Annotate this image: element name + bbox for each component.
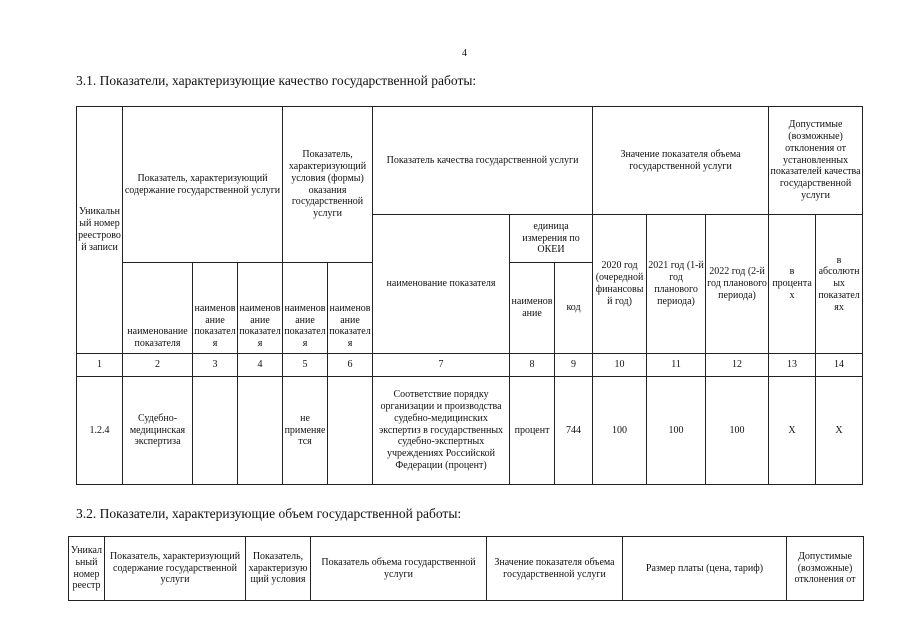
header-cond-col-1: наименование показателя [283,263,328,354]
row-value-2022: 100 [706,377,769,485]
header-fee: Размер платы (цена, тариф) [623,537,787,601]
column-number: 4 [238,354,283,377]
column-number: 5 [283,354,328,377]
header-deviation-absolute: в абсолютных показателях [816,215,863,354]
section-title-volume: 3.2. Показатели, характеризующие объем государственной работы: [76,506,462,521]
header-content-indicator: Показатель, характеризующий содержание государственной услуги [123,107,283,263]
header-content-col-1: наименование показателя [123,263,193,354]
column-number: 8 [510,354,555,377]
row-value-2021: 100 [647,377,706,485]
header-volume-value: Значение показателя объема государственной услуги [487,537,623,601]
column-number: 12 [706,354,769,377]
header-deviations: Допустимые (возможные) отклонения от установленных показателей качества государственной услуги [769,107,863,215]
section-title-quality: 3.1. Показатели, характеризующие качество государственной работы: [76,73,477,88]
header-unique-number: Уникальный номер реестр [69,537,105,601]
row-value-2020: 100 [593,377,647,485]
table-row [77,377,863,485]
header-year-2022: 2022 год (2-й год планового периода) [706,215,769,354]
header-content-indicator: Показатель, характеризующий содержание государственной услуги [105,537,246,601]
column-number: 6 [328,354,373,377]
row-number: 1.2.4 [77,377,123,485]
column-number: 11 [647,354,706,377]
header-unique-number: Уникальный номер реестровой записи [77,107,123,354]
column-number: 14 [816,354,863,377]
header-volume-indicator: Показатель объема государственной услуги [311,537,487,601]
row-empty-cell [328,377,373,485]
row-unit-name: процент [510,377,555,485]
column-number: 13 [769,354,816,377]
header-year-2020: 2020 год (очередной финансовый год) [593,215,647,354]
row-indicator: Соответствие порядку организации и производства судебно-медицинских экспертиз в государственных судебно-экспертных учреждениях Российской Федерации (процент) [373,377,510,485]
quality-indicators-table [76,106,863,485]
header-deviation-percent: в процентах [769,215,816,354]
header-unit: единица измерения по ОКЕИ [510,215,593,263]
page-number: 4 [462,48,467,59]
row-condition: не применяется [283,377,328,485]
header-unit-code: код [555,263,593,354]
row-content: Судебно-медицинская экспертиза [123,377,193,485]
header-quality-indicator: Показатель качества государственной услуги [373,107,593,215]
header-content-col-2: наименование показателя [193,263,238,354]
column-number: 2 [123,354,193,377]
header-year-2021: 2021 год (1-й год планового периода) [647,215,706,354]
column-number: 3 [193,354,238,377]
header-volume-value: Значение показателя объема государственной услуги [593,107,769,215]
row-empty-cell [238,377,283,485]
header-conditions-indicator: Показатель, характеризующий условия (формы) оказания государственной услуги [283,107,373,263]
header-cond-col-2: наименование показателя [328,263,373,354]
row-deviation-percent: X [769,377,816,485]
row-unit-code: 744 [555,377,593,485]
column-number: 9 [555,354,593,377]
row-empty-cell [193,377,238,485]
header-unit-name: наименование [510,263,555,354]
column-number: 7 [373,354,510,377]
row-deviation-absolute: X [816,377,863,485]
column-number: 1 [77,354,123,377]
volume-indicators-table [68,536,864,601]
header-deviations: Допустимые (возможные) отклонения от [787,537,864,601]
header-content-col-3: наименование показателя [238,263,283,354]
header-indicator-name: наименование показателя [373,215,510,354]
column-number: 10 [593,354,647,377]
header-conditions-indicator: Показатель, характеризующий условия [246,537,311,601]
